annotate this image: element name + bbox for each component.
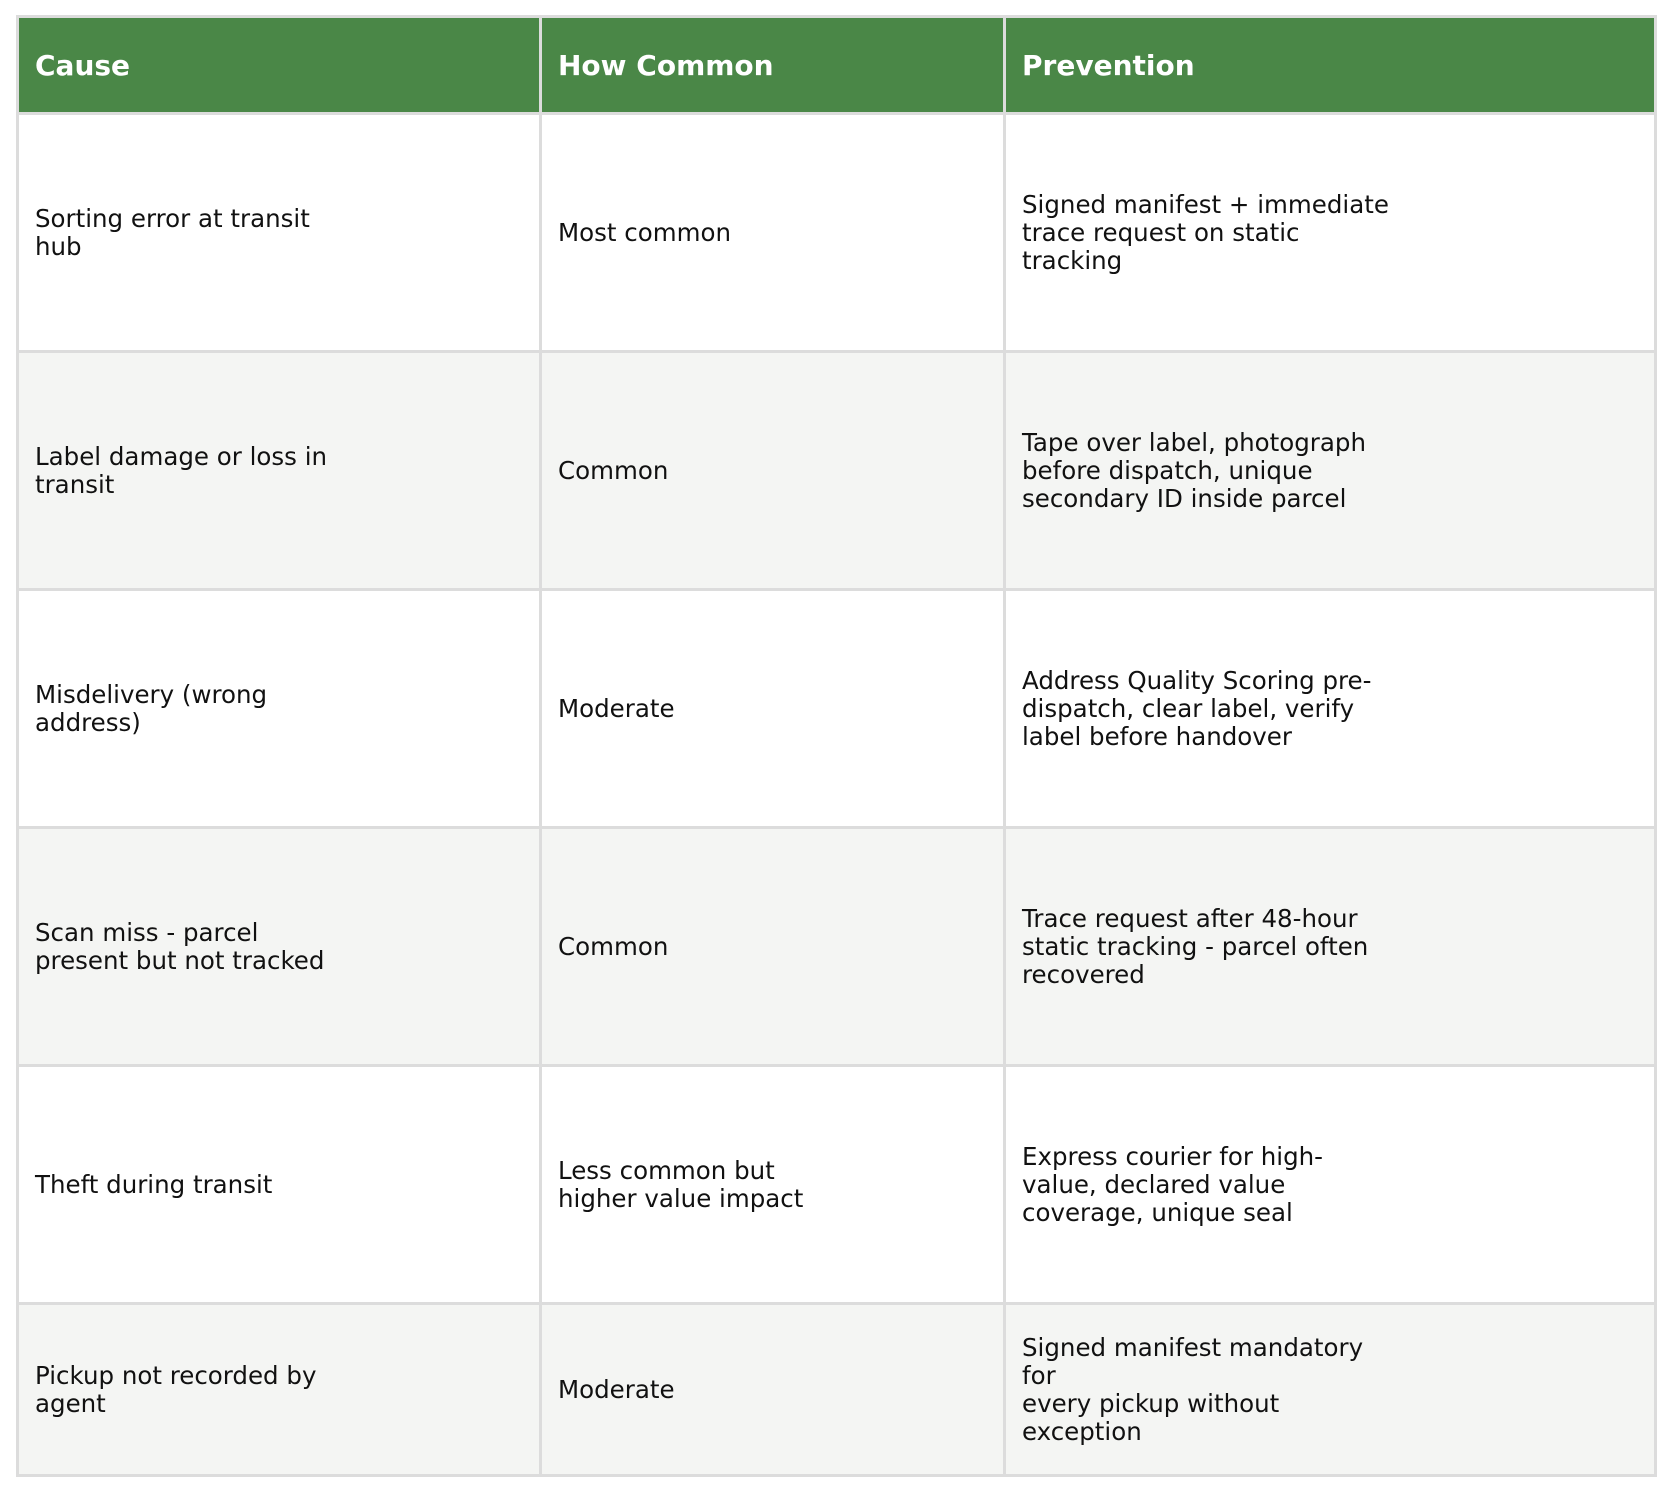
prevention-cell [1005, 1304, 1656, 1476]
how-common-cell [541, 352, 1005, 590]
cause-cell [18, 1304, 541, 1476]
column-header-prevention: Prevention [1005, 17, 1656, 114]
prevention-cell [1005, 828, 1656, 1066]
prevention-text: Signed manifest mandatory for every pickup without exception [1022, 1332, 1364, 1446]
table-header [18, 17, 1656, 114]
prevention-cell [1005, 352, 1656, 590]
cause-text: Sorting error at transit hub [35, 203, 310, 261]
table-row [18, 590, 1656, 828]
cause-cell [18, 590, 541, 828]
column-header-how-common: How Common [541, 17, 1005, 114]
prevention-text: Express courier for high- value, declared value coverage, unique seal [1022, 1141, 1323, 1227]
cause-text: Misdelivery (wrong address) [35, 679, 268, 737]
table-row [18, 1066, 1656, 1304]
prevention-text: Trace request after 48-hour static tracking - parcel often recovered [1022, 903, 1369, 989]
table-row [18, 1304, 1656, 1476]
prevention-cell [1005, 1066, 1656, 1304]
prevention-cell [1005, 590, 1656, 828]
table-row [18, 114, 1656, 352]
prevention-text: Signed manifest + immediate trace request on static tracking [1022, 189, 1389, 275]
cause-cell [18, 114, 541, 352]
how-common-cell [541, 1304, 1005, 1476]
cause-cell [18, 352, 541, 590]
causes-prevention-table [16, 15, 1657, 1477]
how-common-text: Moderate [558, 1374, 675, 1404]
prevention-text: Address Quality Scoring pre- dispatch, clear label, verify label before handover [1022, 665, 1372, 751]
cause-text: Label damage or loss in transit [35, 441, 328, 499]
header-row [18, 17, 1656, 114]
cause-text: Theft during transit [35, 1169, 273, 1199]
how-common-cell [541, 828, 1005, 1066]
how-common-text: Moderate [558, 693, 675, 723]
cause-cell [18, 1066, 541, 1304]
column-header-cause: Cause [18, 17, 541, 114]
how-common-cell [541, 1066, 1005, 1304]
table-row [18, 352, 1656, 590]
table-body [18, 114, 1656, 1476]
cause-cell [18, 828, 541, 1066]
prevention-cell [1005, 114, 1656, 352]
prevention-text: Tape over label, photograph before dispatch, unique secondary ID inside parcel [1022, 427, 1366, 513]
how-common-text: Most common [558, 217, 731, 247]
how-common-cell [541, 590, 1005, 828]
how-common-cell [541, 114, 1005, 352]
causes-table-container [16, 15, 1654, 1477]
cause-text: Scan miss - parcel present but not tracked [35, 917, 325, 975]
cause-text: Pickup not recorded by agent [35, 1360, 317, 1418]
how-common-text: Common [558, 455, 669, 485]
how-common-text: Common [558, 931, 669, 961]
table-row [18, 828, 1656, 1066]
how-common-text: Less common but higher value impact [558, 1155, 804, 1213]
